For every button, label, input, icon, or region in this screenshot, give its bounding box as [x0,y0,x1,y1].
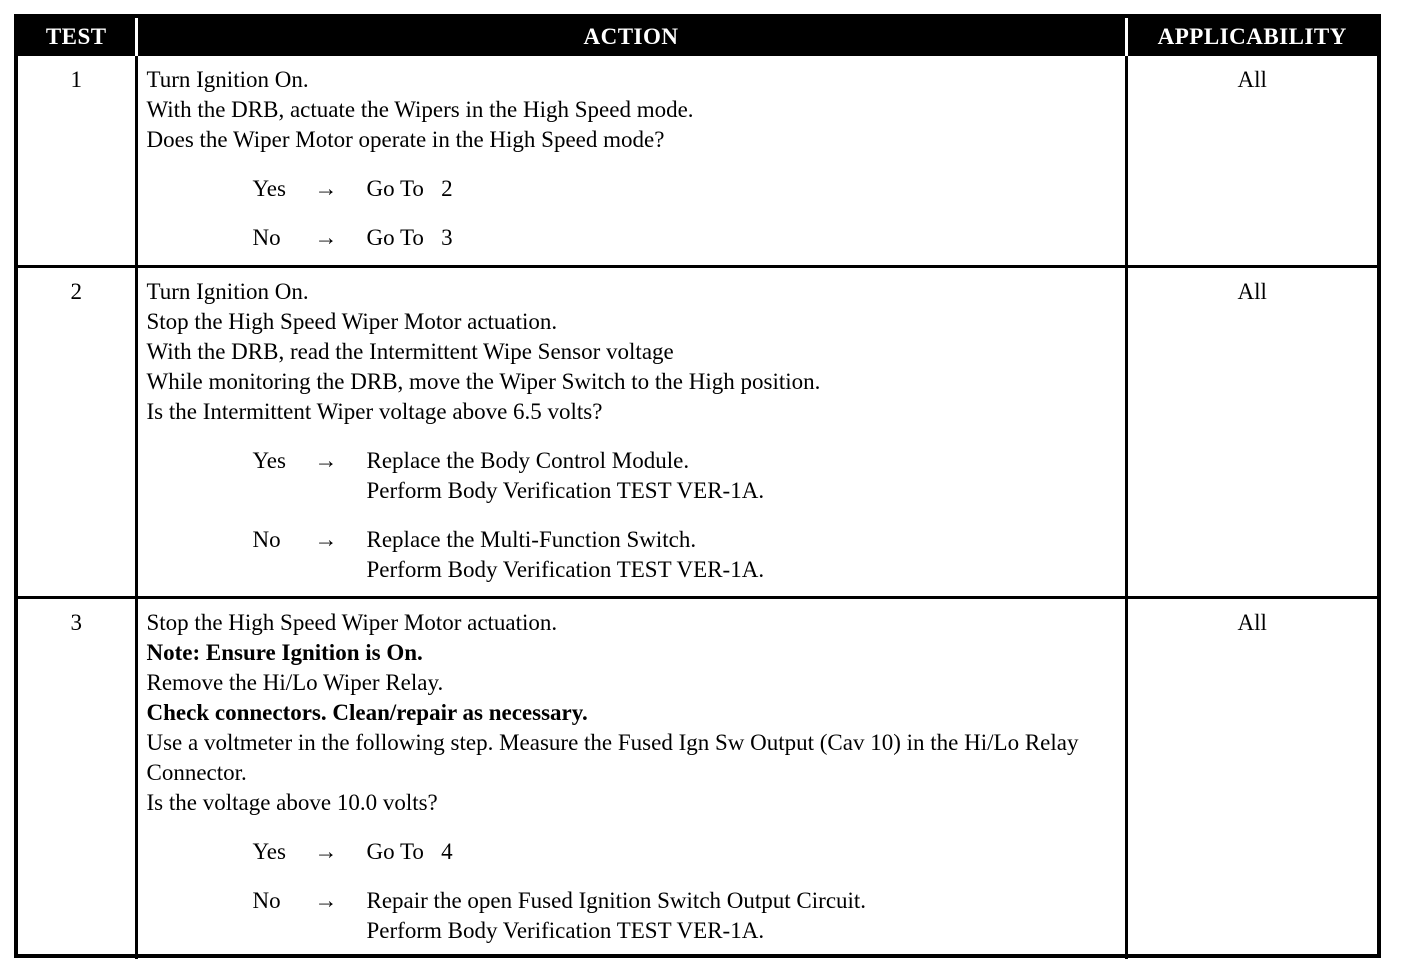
step-text: Use a voltmeter in the following step. Measure the Fused Ign Sw Output (Cav 10) in the Hi/Lo Relay Connector. [146,729,1079,785]
diagnostic-table [18,18,1377,959]
goto-text: Go To 2 [366,176,453,201]
answer-choices [147,446,1117,585]
result-text: Replace the Body Control Module. [366,447,690,473]
note-text: Note: Ensure Ignition is On. [146,639,423,665]
test-row-1 [18,56,1377,266]
question-text: Does the Wiper Motor operate in the High Speed mode? [146,127,665,152]
yes-label: Yes [252,447,286,473]
yes-result [367,446,1117,506]
test-action [136,597,1126,959]
yes-result [367,174,1117,204]
test-number: 3 [18,597,136,959]
test-applicability: All [1126,266,1377,597]
arrow-right-icon: → [314,887,338,913]
step-text: Remove the Hi/Lo Wiper Relay. [146,669,444,695]
yes-result [367,837,1117,867]
step-text: With the DRB, actuate the Wipers in the High Speed mode. [146,97,694,122]
no-branch [253,886,1117,946]
header-action: ACTION [136,18,1126,56]
arrow-right-icon: → [314,176,338,201]
diagnostic-test-sheet [14,14,1381,958]
step-text: Stop the High Speed Wiper Motor actuation. [146,609,558,635]
no-branch [253,525,1117,585]
no-label: No [252,887,281,913]
step-text: Stop the High Speed Wiper Motor actuation. [146,308,558,334]
no-result [367,223,1117,253]
result-text: Perform Body Verification TEST VER-1A. [366,917,765,943]
step-text: With the DRB, read the Intermittent Wipe Sensor voltage [146,338,674,364]
no-result [367,886,1117,946]
arrow-right-icon: → [314,225,338,250]
goto-text: Go To 4 [366,838,453,864]
question-text: Is the voltage above 10.0 volts? [146,789,438,815]
no-result [367,525,1117,585]
goto-text: Go To 3 [366,225,453,250]
test-row-3 [18,597,1377,959]
header-test: TEST [18,18,136,56]
yes-branch [253,446,1117,506]
result-text: Replace the Multi-Function Switch. [366,526,697,552]
answer-choices [147,174,1117,253]
yes-label: Yes [252,176,286,201]
yes-label: Yes [252,838,286,864]
test-number: 2 [18,266,136,597]
test-applicability: All [1126,597,1377,959]
no-label: No [252,526,281,552]
arrow-right-icon: → [314,447,338,473]
result-text: Repair the open Fused Ignition Switch Output Circuit. [366,887,867,913]
arrow-right-icon: → [314,526,338,552]
arrow-right-icon: → [314,838,338,864]
header-row [18,18,1377,56]
test-action [136,266,1126,597]
test-applicability: All [1126,56,1377,266]
question-text: Is the Intermittent Wiper voltage above 6.5 volts? [146,398,603,424]
check-connectors-text: Check connectors. Clean/repair as necessary. [146,699,588,725]
answer-choices [147,837,1117,946]
no-branch [253,223,1117,253]
step-text: Turn Ignition On. [146,278,309,304]
step-text: Turn Ignition On. [146,67,309,92]
result-text: Perform Body Verification TEST VER-1A. [366,556,765,582]
result-text: Perform Body Verification TEST VER-1A. [366,477,765,503]
yes-branch [253,837,1117,867]
test-action [136,56,1126,266]
header-applicability: APPLICABILITY [1126,18,1377,56]
step-text: While monitoring the DRB, move the Wiper Switch to the High position. [146,368,821,394]
test-row-2 [18,266,1377,597]
yes-branch [253,174,1117,204]
test-number: 1 [70,67,82,92]
no-label: No [252,225,281,250]
